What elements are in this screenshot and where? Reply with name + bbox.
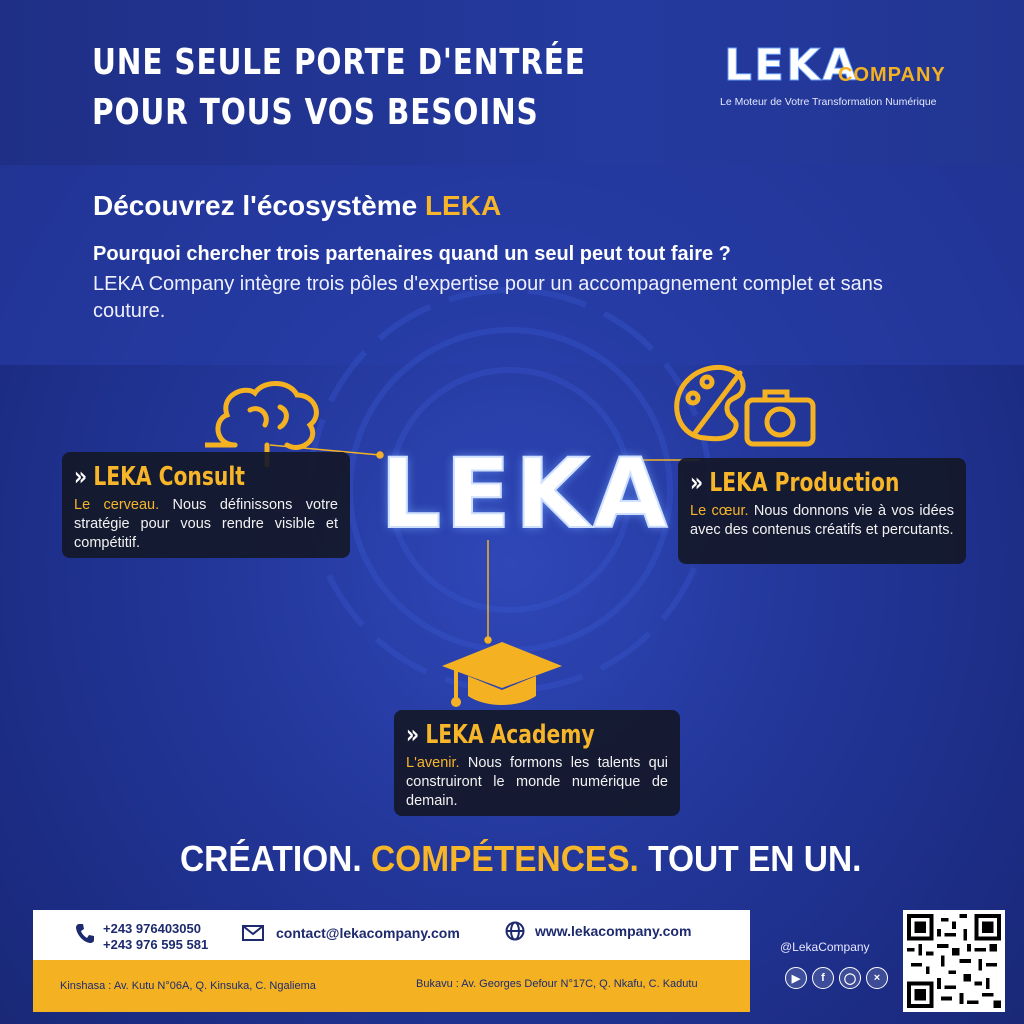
discover-highlight: LEKA — [424, 190, 502, 221]
card-academy-title-text: LEKA Academy — [425, 720, 595, 750]
address-bukavu: Bukavu : Av. Georges Defour N°17C, Q. Nkafu, C. Kadutu — [416, 978, 698, 990]
email-link[interactable]: contact@lekacompany.com — [276, 925, 460, 941]
card-production-text — [690, 502, 954, 540]
slogan-part-3: TOUT EN UN. — [648, 838, 862, 879]
discover-heading — [93, 190, 501, 222]
globe-icon — [505, 921, 525, 941]
graduation-cap-icon — [438, 638, 566, 710]
card-consult-text — [74, 496, 338, 553]
card-leka-consult — [62, 452, 350, 558]
slogan-part-2: COMPÉTENCES. — [370, 838, 649, 879]
email-icon — [242, 925, 264, 941]
social-handle: @LekaCompany — [780, 940, 870, 954]
card-consult-title-text: LEKA Consult — [93, 462, 246, 492]
card-academy-title — [406, 720, 610, 750]
chevrons-icon: » — [74, 462, 88, 492]
slogan-part-1: CRÉATION. — [180, 838, 371, 879]
phone-2[interactable]: +243 976 595 581 — [103, 937, 209, 952]
logo-company: COMPANY — [838, 64, 946, 86]
logo-tagline: Le Moteur de Votre Transformation Numérique — [720, 96, 937, 108]
headline-line-1: UNE SEULE PORTE D'ENTRÉE — [92, 42, 586, 83]
youtube-icon[interactable]: ▶ — [785, 967, 807, 989]
phone-icon — [75, 922, 95, 944]
brand-logo — [720, 40, 970, 115]
address-kinshasa: Kinshasa : Av. Kutu N°06A, Q. Kinsuka, C. Ngaliema — [60, 980, 316, 992]
card-production-body: Nous donnons vie à vos idées avec des contenus créatifs et percutants. — [690, 503, 954, 538]
discover-prefix: Découvrez l'écosystème — [93, 190, 425, 221]
center-leka-logo: LEKA — [380, 438, 672, 550]
card-academy-text — [406, 754, 668, 811]
headline-line-2: POUR TOUS VOS BESOINS — [92, 92, 539, 133]
phone-1[interactable]: +243 976403050 — [103, 921, 201, 936]
card-leka-academy — [394, 710, 680, 816]
logo-word: LEKA — [724, 40, 859, 91]
card-production-lead: Le cœur. — [690, 503, 749, 519]
card-academy-lead: L'avenir. — [406, 755, 460, 771]
website-link[interactable]: www.lekacompany.com — [535, 923, 692, 939]
chevrons-icon: » — [406, 720, 420, 750]
card-consult-title — [74, 462, 280, 492]
card-production-title-text: LEKA Production — [709, 468, 900, 498]
social-icons — [785, 967, 888, 989]
x-icon[interactable]: × — [866, 967, 888, 989]
slogan — [180, 838, 861, 880]
instagram-icon[interactable]: ◯ — [839, 967, 861, 989]
card-consult-body: Nous définissons votre stratégie pour vous rendre visible et compétitif. — [74, 497, 338, 551]
chevrons-icon: » — [690, 468, 704, 498]
palette-camera-icon — [665, 358, 820, 453]
question-text: Pourquoi chercher trois partenaires quand un seul peut tout faire ? — [93, 243, 731, 265]
qr-code[interactable] — [903, 910, 1005, 1012]
facebook-icon[interactable]: f — [812, 967, 834, 989]
card-consult-lead: Le cerveau. — [74, 497, 160, 513]
card-academy-body: Nous formons les talents qui construiront le monde numérique de demain. — [406, 755, 668, 809]
phone-numbers[interactable] — [103, 921, 208, 953]
card-production-title — [690, 468, 900, 498]
intro-text: LEKA Company intègre trois pôles d'expertise pour un accompagnement complet et sans couture. — [93, 273, 883, 322]
headline — [92, 38, 586, 138]
card-leka-production — [678, 458, 966, 564]
qr-code-image — [907, 914, 1001, 1008]
